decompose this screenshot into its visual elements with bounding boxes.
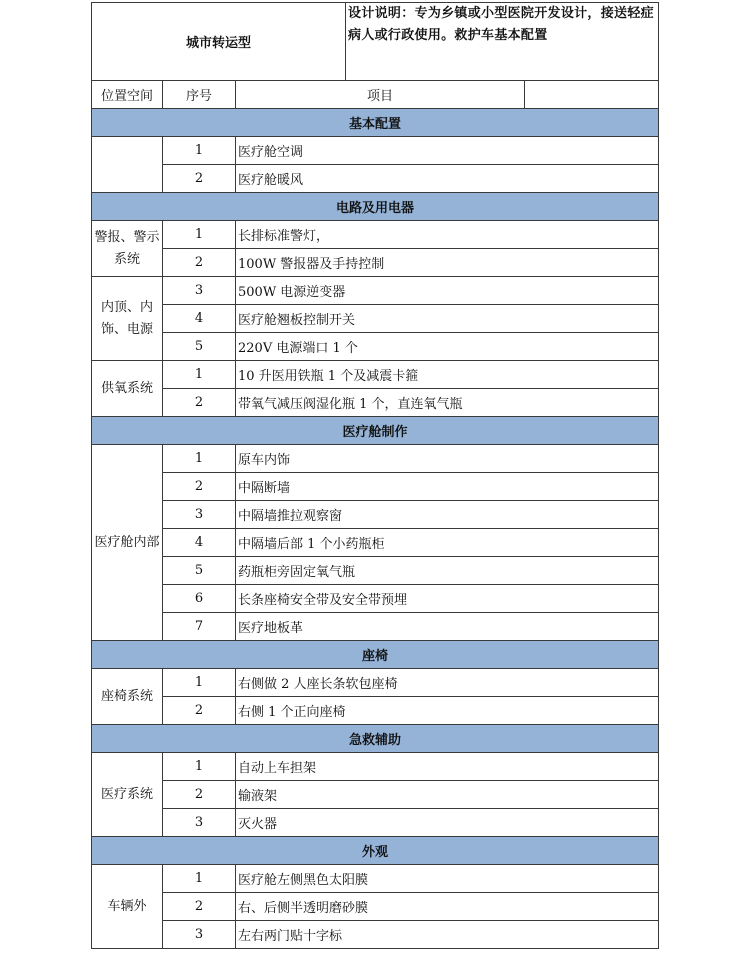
item-number: 3 (163, 921, 236, 949)
item-text: 右侧做 2 人座长条软包座椅 (236, 669, 659, 697)
table-row (92, 361, 659, 389)
item-number: 1 (163, 753, 236, 781)
table-row (92, 137, 659, 165)
item-number: 7 (163, 613, 236, 641)
location-cell: 医疗系统 (92, 753, 163, 837)
location-cell: 车辆外 (92, 865, 163, 949)
item-number: 1 (163, 221, 236, 249)
table-row (92, 557, 659, 585)
item-text: 220V 电源端口 1 个 (236, 333, 659, 361)
item-text: 医疗舱左侧黑色太阳膜 (236, 865, 659, 893)
item-number: 2 (163, 473, 236, 501)
column-header-number: 序号 (163, 81, 236, 109)
table-row (92, 389, 659, 417)
table-row (92, 697, 659, 725)
item-number: 5 (163, 557, 236, 585)
table-row (92, 893, 659, 921)
column-header-item: 项目 (236, 81, 525, 109)
section-title: 基本配置 (92, 109, 659, 137)
section-row (92, 109, 659, 137)
section-title: 外观 (92, 837, 659, 865)
table-row (92, 781, 659, 809)
item-text: 灭火器 (236, 809, 659, 837)
item-text: 左右两门贴十字标 (236, 921, 659, 949)
section-row (92, 837, 659, 865)
column-header-location: 位置空间 (92, 81, 163, 109)
table-row (92, 921, 659, 949)
item-number: 1 (163, 137, 236, 165)
header-title: 城市转运型 (92, 3, 346, 81)
table-row (92, 501, 659, 529)
item-number: 1 (163, 865, 236, 893)
table-row (92, 221, 659, 249)
item-text: 医疗舱翘板控制开关 (236, 305, 659, 333)
table-row (92, 473, 659, 501)
item-text: 医疗舱暖风 (236, 165, 659, 193)
item-number: 2 (163, 249, 236, 277)
item-text: 长排标准警灯， (236, 221, 659, 249)
item-text: 医疗舱空调 (236, 137, 659, 165)
item-number: 2 (163, 893, 236, 921)
table-row (92, 753, 659, 781)
table-row (92, 165, 659, 193)
section-row (92, 641, 659, 669)
item-text: 右、后侧半透明磨砂膜 (236, 893, 659, 921)
item-text: 100W 警报器及手持控制 (236, 249, 659, 277)
item-text: 原车内饰 (236, 445, 659, 473)
location-cell: 座椅系统 (92, 669, 163, 725)
table-row (92, 305, 659, 333)
section-title: 座椅 (92, 641, 659, 669)
table-row (92, 333, 659, 361)
section-title: 急救辅助 (92, 725, 659, 753)
section-title: 医疗舱制作 (92, 417, 659, 445)
item-number: 2 (163, 389, 236, 417)
table-row (92, 529, 659, 557)
item-number: 2 (163, 697, 236, 725)
item-number: 3 (163, 277, 236, 305)
item-number: 2 (163, 781, 236, 809)
item-text: 中隔墙后部 1 个小药瓶柜 (236, 529, 659, 557)
item-text: 中隔墙推拉观察窗 (236, 501, 659, 529)
item-text: 带氧气减压阀湿化瓶 1 个，直连氧气瓶 (236, 389, 659, 417)
item-text: 药瓶柜旁固定氧气瓶 (236, 557, 659, 585)
item-text: 中隔断墙 (236, 473, 659, 501)
item-number: 2 (163, 165, 236, 193)
section-row (92, 193, 659, 221)
table-row (92, 809, 659, 837)
item-text: 500W 电源逆变器 (236, 277, 659, 305)
item-text: 自动上车担架 (236, 753, 659, 781)
location-cell (92, 137, 163, 193)
item-number: 3 (163, 809, 236, 837)
table-row (92, 865, 659, 893)
location-cell: 医疗舱内部 (92, 445, 163, 641)
header-description: 设计说明：专为乡镇或小型医院开发设计，接送轻症病人或行政使用。救护车基本配置 (346, 3, 659, 81)
location-cell: 内顶、内饰、电源 (92, 277, 163, 361)
section-title: 电路及用电器 (92, 193, 659, 221)
column-header-extra (525, 81, 659, 109)
location-cell: 供氧系统 (92, 361, 163, 417)
item-number: 5 (163, 333, 236, 361)
item-number: 4 (163, 529, 236, 557)
item-number: 4 (163, 305, 236, 333)
item-text: 10 升医用铁瓶 1 个及减震卡箍 (236, 361, 659, 389)
item-number: 3 (163, 501, 236, 529)
location-cell: 警报、警示系统 (92, 221, 163, 277)
table-row (92, 613, 659, 641)
item-text: 医疗地板革 (236, 613, 659, 641)
config-table (91, 2, 659, 949)
item-number: 1 (163, 361, 236, 389)
section-row (92, 725, 659, 753)
table-row (92, 585, 659, 613)
item-number: 1 (163, 445, 236, 473)
item-number: 1 (163, 669, 236, 697)
item-text: 右侧 1 个正向座椅 (236, 697, 659, 725)
table-row (92, 277, 659, 305)
table-row (92, 249, 659, 277)
item-number: 6 (163, 585, 236, 613)
table-row (92, 669, 659, 697)
item-text: 输液架 (236, 781, 659, 809)
item-text: 长条座椅安全带及安全带预埋 (236, 585, 659, 613)
section-row (92, 417, 659, 445)
table-row (92, 445, 659, 473)
